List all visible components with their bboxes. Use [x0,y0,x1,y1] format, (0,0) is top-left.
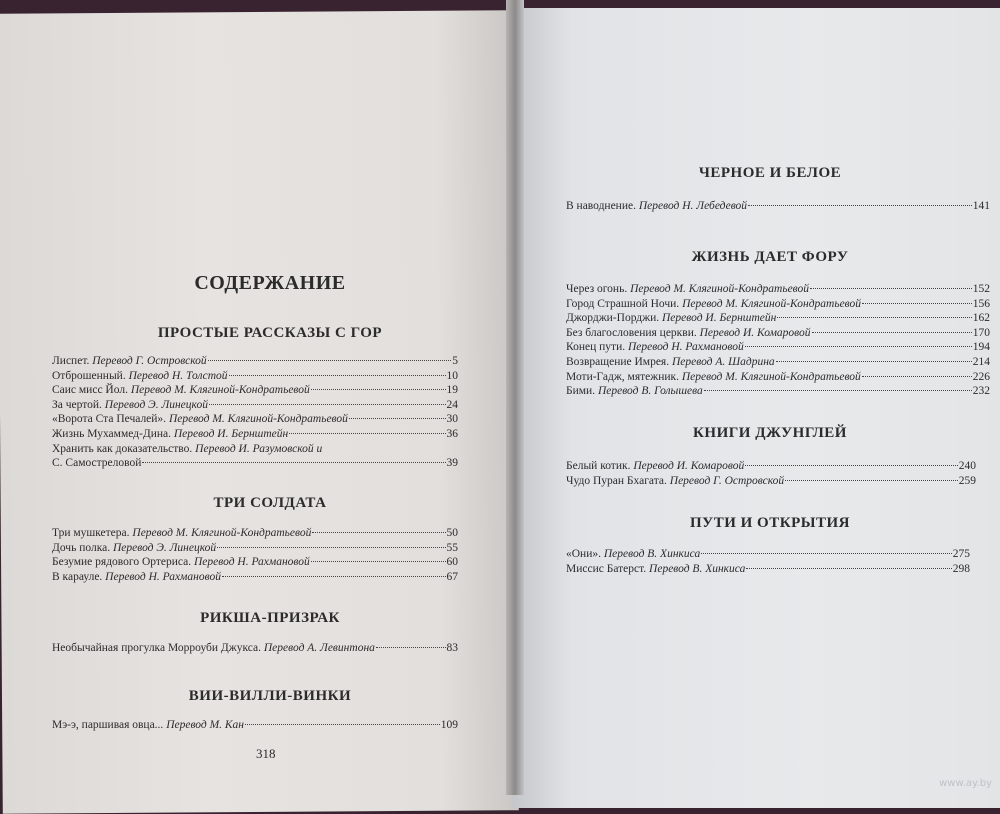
toc-entry: Моти-Гадж, мятежник. Перевод М. Клягиной-Кондратьевой 226 [566,370,990,383]
toc-entry: Три мушкетера. Перевод М. Клягиной-Кондратьевой 50 [52,527,458,539]
toc-entry: «Они». Перевод В. Хинкиса 275 [566,548,970,560]
section-entries [566,282,990,399]
toc-entry: «Ворота Ста Печалей». Перевод М. Клягиной-Кондратьевой 30 [52,413,458,426]
toc-entry: Отброшенный. Перевод Н. Толстой 10 [52,369,458,382]
section-heading: ЖИЗНЬ ДАЕТ ФОРУ [691,249,849,265]
section-heading: ЧЕРНОЕ И БЕЛОЕ [698,165,842,181]
toc-entry: Через огонь. Перевод М. Клягиной-Кондратьевой 152 [566,283,990,295]
toc-entry: За чертой. Перевод Э. Линецкой 24 [52,398,458,411]
section-entries [52,641,458,656]
toc-entry: Жизнь Мухаммед-Дина. Перевод И. Бернштейн 36 [52,427,458,440]
toc-entry: Мэ-э, паршивая овца... Перевод М. Кан 109 [52,719,458,731]
toc-entry: Хранить как доказательство. Перевод И. Разумовской и [52,442,323,455]
right-page [512,8,1000,808]
page-number: 318 [256,746,276,761]
toc-entry: Миссис Батерст. Перевод В. Хинкиса 298 [566,562,970,575]
toc-entry: Лиспет. Перевод Г. Островской 5 [52,355,458,367]
toc-entry: Белый котик. Перевод И. Комаровой 240 [566,460,976,472]
book-spine [506,0,524,795]
section-entries [52,526,458,584]
toc-entry: Чудо Пуран Бхагата. Перевод Г. Островской 259 [566,474,976,487]
section-entries [52,718,458,733]
toc-entry: В наводнение. Перевод Н. Лебедевой 141 [566,200,990,212]
section-entries [566,459,976,488]
toc-entry: В карауле. Перевод Н. Рахмановой 67 [52,570,458,583]
toc-entry: Джорджи-Порджи. Перевод И. Бернштейн 162 [566,312,990,325]
section-heading: ВИИ-ВИЛЛИ-ВИНКИ [188,688,352,704]
toc-title: СОДЕРЖАНИЕ [194,272,346,294]
toc-entry: Без благословения церкви. Перевод И. Комаровой 170 [566,326,990,339]
toc-entry: Безумие рядового Ортериса. Перевод Н. Рахмановой 60 [52,556,458,569]
section-heading: ПРОСТЫЕ РАССКАЗЫ С ГОР [157,325,383,341]
toc-entry: Дочь полка. Перевод Э. Линецкой 55 [52,541,458,554]
section-heading: ТРИ СОЛДАТА [213,495,327,511]
section-heading: КНИГИ ДЖУНГЛЕЙ [693,425,847,441]
section-heading: РИКША-ПРИЗРАК [200,610,340,626]
section-entries [566,199,990,214]
section-entries [566,547,970,576]
toc-entry: Возвращение Имрея. Перевод А. Шадрина 214 [566,355,990,368]
toc-entry: Город Страшной Ночи. Перевод М. Клягиной-Кондратьевой 156 [566,297,990,310]
toc-entry: Необычайная прогулка Морроуби Джукса. Перевод А. Левинтона 83 [52,642,458,654]
toc-entry: Конец пути. Перевод Н. Рахмановой 194 [566,341,990,354]
toc-entry: С. Самостреловой 39 [52,457,458,470]
section-heading: ПУТИ И ОТКРЫТИЯ [690,515,850,531]
watermark: www.ay.by [939,778,992,789]
toc-entry: Бими. Перевод В. Голышева 232 [566,385,990,398]
section-entries [52,354,458,471]
toc-entry: Саис мисс Йол. Перевод М. Клягиной-Кондратьевой 19 [52,384,458,397]
